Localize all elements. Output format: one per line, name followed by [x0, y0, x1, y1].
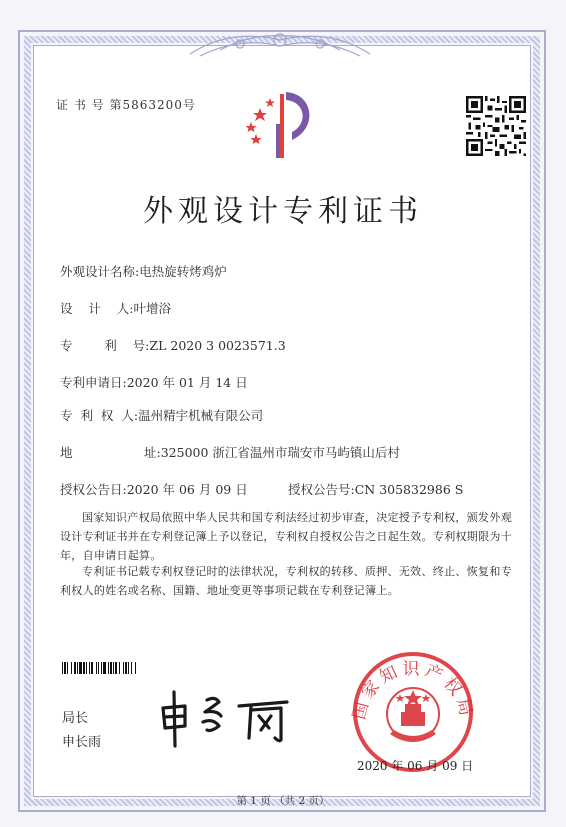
field-address [60, 443, 400, 461]
designer-value: 叶增浴 [133, 301, 172, 316]
grant-date-value: 2020 年 06 月 09 日 [126, 482, 248, 497]
grant-number-value: CN 305832986 S [354, 482, 464, 497]
patentee-label: 专 利 权 人: [60, 408, 139, 423]
patentee-value: 温州精宇机械有限公司 [138, 408, 264, 423]
page-number: 第 1 页 （共 2 页） [236, 795, 330, 807]
field-design-name [60, 262, 227, 280]
official-title: 局长 [62, 711, 89, 726]
document-title: 外观设计专利证书 [143, 194, 423, 229]
filing-date-value: 2020 年 01 月 14 日 [126, 375, 248, 390]
field-patent-number [60, 336, 286, 354]
patent-number-label: 专 利 号: [60, 338, 150, 353]
border-ornament-icon [180, 26, 380, 62]
statement-paragraph-1: 国家知识产权局依照中华人民共和国专利法经过初步审查，决定授予专利权，颁发外观设计专利证书并在专利登记簿上予以登记，专利权自授权公告之日起生效。专利权期限为十年，自申请日起算。 [60, 511, 512, 562]
address-value: 325000 浙江省温州市瑞安市马屿镇山后村 [160, 445, 400, 460]
field-grant-number [288, 480, 463, 498]
barcode-icon [62, 662, 212, 674]
official-name: 申长雨 [62, 735, 102, 750]
field-filing-date [60, 373, 248, 391]
design-name-label: 外观设计名称: [60, 264, 140, 279]
address-label: 地 址: [60, 445, 161, 460]
patent-emblem-icon [240, 84, 324, 164]
grant-date-label: 授权公告日: [60, 482, 127, 497]
field-designer [60, 299, 171, 317]
certificate-number: 证 书 号 第5863200号 [56, 98, 196, 112]
qr-code-icon [466, 96, 526, 156]
seal-date: 2020 年 06 月 09 日 [357, 759, 474, 773]
handwritten-signature-icon [155, 686, 295, 748]
field-patentee [60, 406, 263, 424]
designer-label: 设 计 人: [60, 301, 134, 316]
statement-paragraph-2: 专利证书记载专利权登记时的法律状况，专利权的转移、质押、无效、终止、恢复和专利权人的姓名或名称、国籍、地址变更等事项记载在专利登记簿上。 [60, 565, 512, 597]
filing-date-label: 专利申请日: [60, 375, 127, 390]
field-grant-date [60, 480, 248, 498]
seal-text: 国家知识产权局 [349, 659, 477, 722]
patent-number-value: ZL 2020 3 0023571.3 [149, 338, 286, 353]
design-name-value: 电热旋转烤鸡炉 [139, 264, 227, 279]
grant-number-label: 授权公告号: [288, 482, 355, 497]
